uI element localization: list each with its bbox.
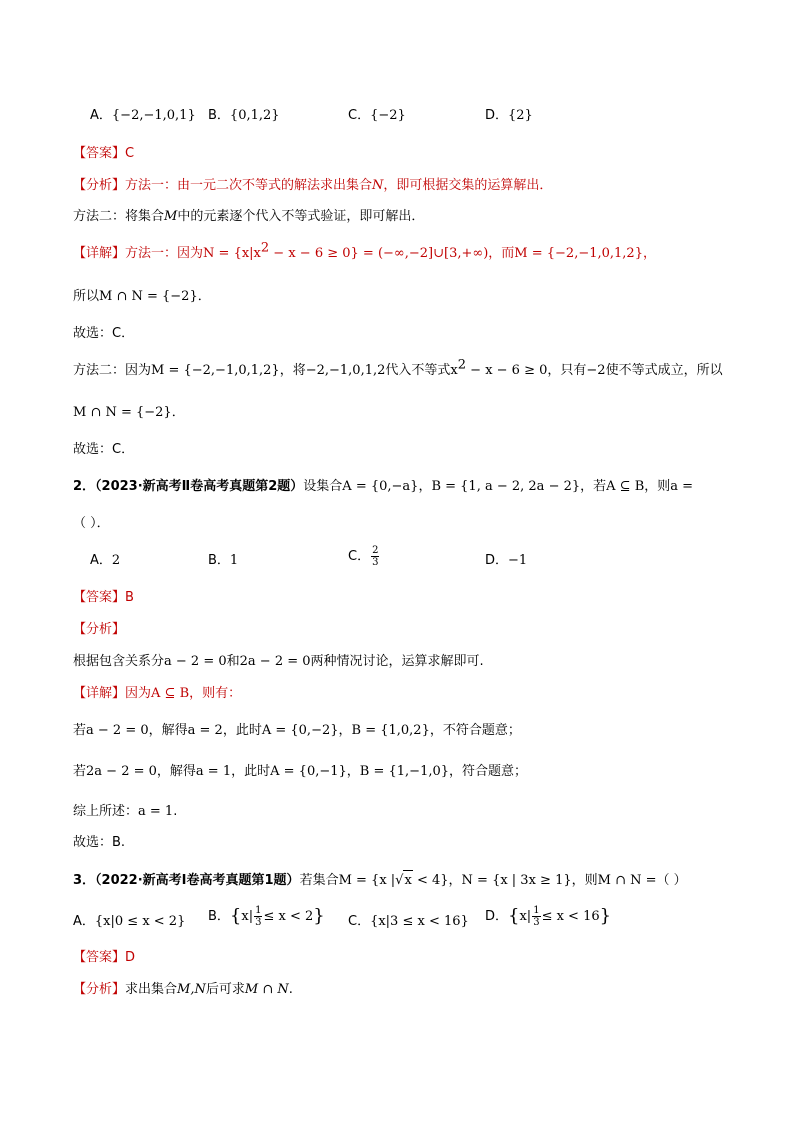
q1-analysis-2: 方法二：将集合M中的元素逐个代入不等式验证，即可解出．: [73, 209, 425, 224]
q2-option-a[interactable]: A．2: [90, 553, 121, 568]
q1-detail-4: M ∩ N = {−2}．: [73, 405, 185, 420]
q3-option-d[interactable]: D．{x| $\frac{1}{3}$ ≤ x < 16}: [485, 905, 612, 928]
q1-detail-1: 【详解】方法一：因为$N = \{x|x^2 - x - 6 \ge 0\}$ = (−∞,−2]∪[3,+∞)，而M = {−2,−1,0,1,2}，: [73, 240, 656, 261]
q2-analysis: 根据包含关系分a − 2 = 0和2a − 2 = 0两种情况讨论，运算求解即可.: [73, 654, 484, 669]
q2-analysis-tag: 【分析】: [73, 622, 126, 637]
q2-summary: 综上所述：a = 1.: [73, 804, 178, 819]
q1-option-c[interactable]: C．{−2}: [348, 108, 406, 123]
q3-stem: 3．（2022·新高考Ⅰ卷高考真题第1题）若集合M = {x |√x < 4}，N = {x | 3x ≥ 1}，则M ∩ N =（ ）: [73, 870, 734, 891]
q1-choose-1: 故选：C．: [73, 326, 135, 341]
q3-answer: 【答案】D: [73, 950, 136, 965]
q3-option-a[interactable]: A．{x|0 ≤ x < 2}: [73, 914, 186, 929]
q2-option-c[interactable]: C． $\frac{2}{3}$: [348, 545, 379, 568]
q1-answer: 【答案】C: [73, 146, 135, 161]
q1-detail-3: 方法二：因为M = {−2,−1,0,1,2}，将−2,−1,0,1,2代入不等式$x^2 - x - 6 \ge 0$，只有−2使不等式成立，所以: [73, 357, 723, 378]
fraction: $\frac{1}{3}$: [255, 905, 262, 928]
q2-detail-1: 【详解】因为A ⊆ B，则有：: [73, 686, 242, 701]
q1-option-d[interactable]: D．{2}: [485, 108, 533, 123]
q2-choose: 故选：B.: [73, 835, 126, 850]
q1-analysis-1: 【分析】方法一：由一元二次不等式的解法求出集合N，即可根据交集的运算解出．: [73, 178, 553, 193]
q1-detail-2: 所以M ∩ N = {−2}．: [73, 289, 211, 304]
q2-option-d[interactable]: D．−1: [485, 553, 528, 568]
q2-case-1: 若a − 2 = 0，解得a = 2，此时A = {0,−2}，B = {1,0,2}，不符合题意；: [73, 723, 521, 738]
q2-case-2: 若2a − 2 = 0，解得a = 1，此时A = {0,−1}，B = {1,−1,0}，符合题意；: [73, 764, 528, 779]
fraction: $\frac{1}{3}$: [533, 905, 540, 928]
q3-option-b[interactable]: B．{x| $\frac{1}{3}$ ≤ x < 2}: [208, 905, 325, 928]
fraction: $\frac{2}{3}$: [372, 545, 379, 568]
q3-analysis: 【分析】求出集合M,N后可求M ∩ N.: [73, 982, 293, 997]
q1-choose-2: 故选：C．: [73, 442, 135, 457]
q2-stem: 2．（2023·新高考Ⅱ卷高考真题第2题）设集合A = {0,−a}，B = {1, a − 2, 2a − 2}，若A ⊆ B，则a =: [73, 479, 694, 494]
q2-option-b[interactable]: B．1: [208, 553, 239, 568]
q2-answer: 【答案】B: [73, 590, 134, 605]
q1-option-a[interactable]: A．{−2,−1,0,1}: [90, 108, 196, 123]
q3-option-c[interactable]: C．{x|3 ≤ x < 16}: [348, 914, 469, 929]
q1-option-b[interactable]: B．{0,1,2}: [208, 108, 280, 123]
q2-stem-paren: （ ）．: [73, 516, 110, 531]
